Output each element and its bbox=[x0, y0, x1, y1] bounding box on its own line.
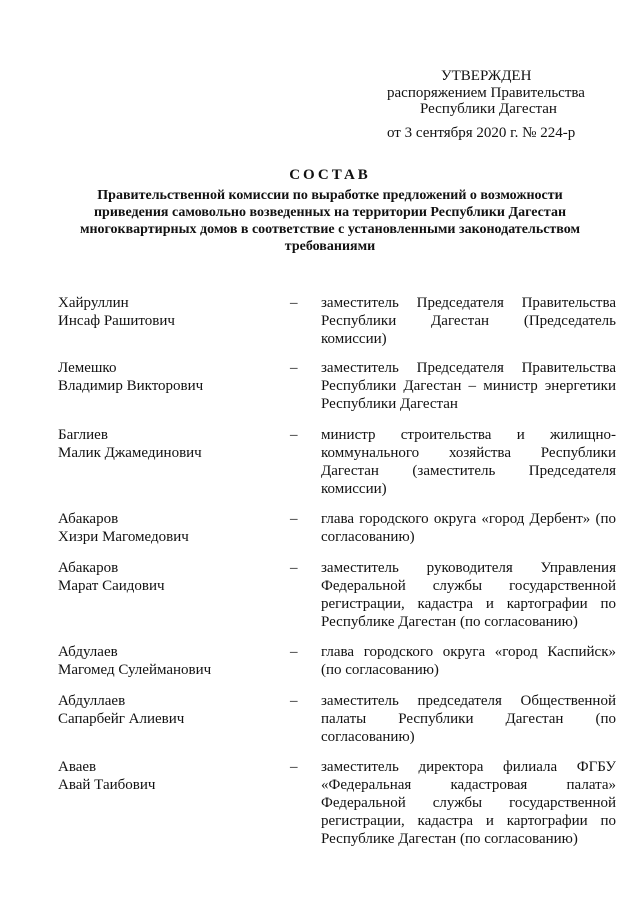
member-dash: – bbox=[290, 560, 298, 576]
member-name bbox=[58, 359, 278, 395]
member-given-names: Хизри Магомедович bbox=[58, 529, 189, 545]
member-dash: – bbox=[290, 427, 298, 443]
member-dash: – bbox=[290, 511, 298, 527]
member-position: заместитель директора филиала ФГБУ «Федеральная кадастровая палата» Федеральной службы государственной регистрации, кадастра и картографии по Республике Дагестан (по согласованию) bbox=[321, 759, 616, 847]
member-name bbox=[58, 294, 278, 330]
member-position: глава городского округа «город Каспийск» (по согласованию) bbox=[321, 644, 616, 678]
approval-title: УТВЕРЖДЕН bbox=[441, 68, 532, 84]
member-given-names: Марат Саидович bbox=[58, 578, 165, 594]
member-given-names: Авай Таибович bbox=[58, 777, 156, 793]
member-dash: – bbox=[290, 693, 298, 709]
member-position: министр строительства и жилищно-коммунального хозяйства Республики Дагестан (заместитель Председателя комиссии) bbox=[321, 427, 616, 497]
member-surname: Аваев bbox=[58, 759, 97, 775]
member-given-names: Сапарбейг Алиевич bbox=[58, 711, 185, 727]
heading-title: СОСТАВ bbox=[289, 167, 371, 183]
member-name bbox=[58, 510, 278, 546]
member-name bbox=[58, 643, 278, 679]
approval-line-2: распоряжением Правительства bbox=[387, 85, 585, 101]
document-heading bbox=[60, 167, 600, 255]
member-given-names: Владимир Викторович bbox=[58, 378, 204, 394]
member-name bbox=[58, 559, 278, 595]
member-given-names: Инсаф Рашитович bbox=[58, 313, 175, 329]
member-position: заместитель Председателя Правительства Республики Дагестан (Председатель комиссии) bbox=[321, 295, 616, 347]
member-position: заместитель руководителя Управления Федеральной службы государственной регистрации, кадастра и картографии по Республике Дагестан (по согласованию) bbox=[321, 560, 616, 630]
member-surname: Абдулаев bbox=[58, 644, 118, 660]
approval-line-3: Республики Дагестан bbox=[420, 101, 557, 117]
member-position: заместитель председателя Общественной палаты Республики Дагестан (по согласованию) bbox=[321, 693, 616, 745]
member-position: заместитель Председателя Правительства Республики Дагестан – министр энергетики Республики Дагестан bbox=[321, 360, 616, 412]
member-given-names: Магомед Сулейманович bbox=[58, 662, 212, 678]
member-dash: – bbox=[290, 295, 298, 311]
member-surname: Хайруллин bbox=[58, 295, 129, 311]
member-surname: Абакаров bbox=[58, 560, 119, 576]
member-surname: Лемешко bbox=[58, 360, 117, 376]
member-dash: – bbox=[290, 360, 298, 376]
member-name bbox=[58, 426, 278, 462]
member-name bbox=[58, 692, 278, 728]
member-name bbox=[58, 758, 278, 794]
member-given-names: Малик Джамединович bbox=[58, 445, 202, 461]
approval-date: от 3 сентября 2020 г. № 224-р bbox=[387, 125, 576, 141]
member-surname: Баглиев bbox=[58, 427, 108, 443]
member-surname: Абакаров bbox=[58, 511, 119, 527]
member-position: глава городского округа «город Дербент» (по согласованию) bbox=[321, 511, 616, 545]
member-dash: – bbox=[290, 759, 298, 775]
member-surname: Абдуллаев bbox=[58, 693, 126, 709]
member-dash: – bbox=[290, 644, 298, 660]
heading-subtitle: Правительственной комиссии по выработке предложений о возможности приведения самовольно возведенных на территории Республики Дагестан многоквартирных домов в соответствие с установленными законодательством требованиями bbox=[79, 188, 581, 254]
